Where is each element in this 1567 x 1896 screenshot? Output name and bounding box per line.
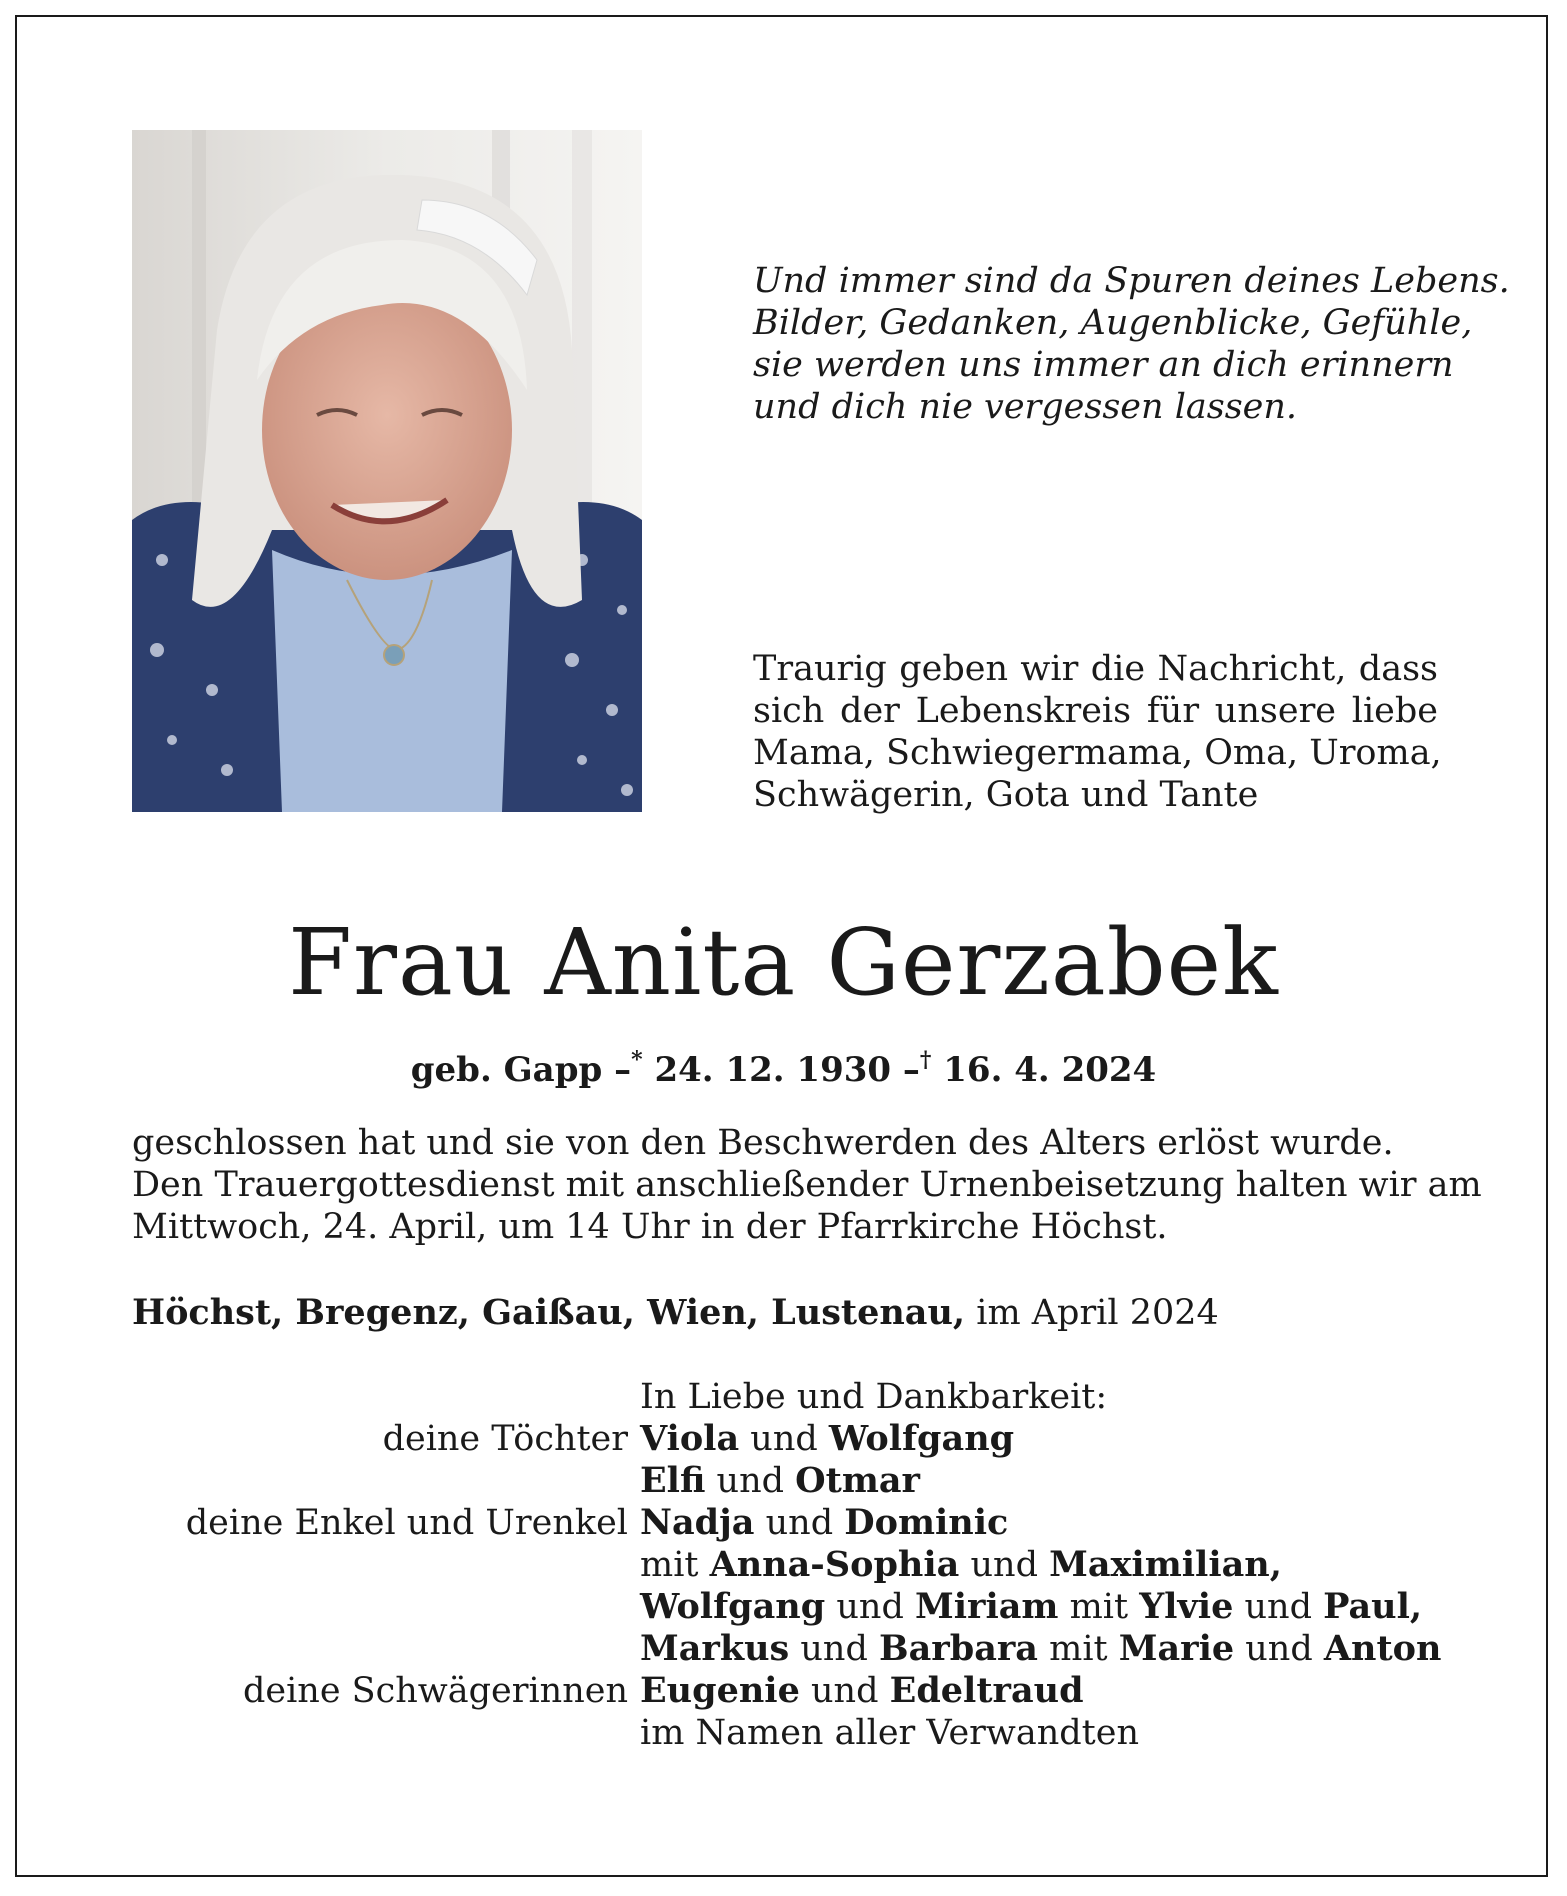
signature-role: deine Enkel und Urenkel	[185, 1503, 628, 1543]
death-date: 16. 4. 2024	[943, 1050, 1157, 1090]
signature-intro: In Liebe und Dankbarkeit:	[640, 1377, 1108, 1417]
connector-text: und	[1233, 1587, 1324, 1627]
signature-row	[132, 1586, 1462, 1628]
connector-text: und	[799, 1671, 890, 1711]
signature-role	[132, 1712, 640, 1754]
notice-date: im April 2024	[976, 1293, 1219, 1333]
connector-text: und	[739, 1419, 829, 1459]
portrait-photo	[132, 130, 642, 812]
body-line: geschlossen hat und sie von den Beschwerden des Alters erlöst wurde.	[132, 1123, 1394, 1163]
signature-row	[132, 1418, 1462, 1460]
deceased-name: Frau Anita Gerzabek	[288, 909, 1279, 1016]
body-line: Den Trauergottesdienst mit anschließender Urnenbeisetzung halten wir am	[132, 1165, 1482, 1205]
signature-role	[132, 1628, 640, 1670]
birth-symbol: *	[631, 1047, 643, 1073]
relative-name: Eugenie	[640, 1670, 800, 1711]
death-symbol: †	[919, 1047, 932, 1073]
relative-name: Edeltraud	[889, 1670, 1084, 1711]
relative-name: Anna-Sophia	[709, 1544, 960, 1585]
relative-name: Marie	[1118, 1628, 1235, 1669]
signature-names	[640, 1418, 1462, 1460]
birth-date: 24. 12. 1930	[654, 1050, 892, 1090]
signature-row	[132, 1544, 1462, 1586]
relative-name: Wolfgang	[640, 1586, 826, 1627]
poem-line: und dich nie vergessen lassen.	[753, 387, 1298, 427]
signature-intro-row	[132, 1376, 1462, 1418]
poem-line: Bilder, Gedanken, Augenblicke, Gefühle,	[753, 303, 1473, 343]
signature-names	[640, 1502, 1462, 1544]
relative-name: Wolfgang	[828, 1418, 1015, 1459]
connector-text: und	[825, 1587, 915, 1627]
connector-text: mit	[1038, 1629, 1119, 1669]
connector-text: und	[754, 1503, 845, 1543]
signature-row	[132, 1502, 1462, 1544]
funeral-details	[132, 1122, 1482, 1248]
relative-name: Maximilian,	[1049, 1544, 1282, 1585]
connector-text: und	[705, 1461, 796, 1501]
announcement-intro	[753, 648, 1442, 816]
poem-line: Und immer sind da Spuren deines Lebens.	[753, 261, 1510, 301]
connector-text: und	[1234, 1629, 1324, 1669]
relative-name: Paul,	[1323, 1586, 1423, 1627]
relative-name: Anton	[1323, 1628, 1442, 1669]
signature-row	[132, 1670, 1462, 1712]
signature-role	[132, 1460, 640, 1502]
connector-text: mit	[640, 1545, 710, 1585]
relative-name: Dominic	[844, 1502, 1009, 1543]
signature-names	[640, 1460, 1462, 1502]
signature-role: deine Schwägerinnen	[242, 1671, 628, 1711]
locations: Höchst, Bregenz, Gaißau, Wien, Lustenau,	[132, 1292, 966, 1333]
poem-line: sie werden uns immer an dich erinnern	[753, 345, 1454, 385]
signature-role	[132, 1586, 640, 1628]
dash: –	[614, 1050, 632, 1090]
signature-names	[640, 1670, 1462, 1712]
signature-row	[132, 1460, 1462, 1502]
connector-text: im Namen aller Verwandten	[640, 1713, 1139, 1753]
relative-name: Markus	[640, 1628, 790, 1669]
life-dates	[0, 1038, 1567, 1092]
relative-name: Nadja	[640, 1502, 755, 1543]
intro-line: Mama, Schwiegermama, Oma, Uroma,	[753, 733, 1442, 773]
place-and-date	[132, 1292, 1219, 1334]
relative-name: Elfi	[640, 1460, 706, 1501]
connector-text: und	[789, 1629, 880, 1669]
signature-names	[640, 1586, 1462, 1628]
signature-row	[132, 1628, 1462, 1670]
signature-role	[132, 1544, 640, 1586]
intro-line: Schwägerin, Gota und Tante	[753, 775, 1259, 815]
relative-name: Barbara	[879, 1628, 1038, 1669]
relative-name: Viola	[640, 1418, 740, 1459]
signatures-block	[132, 1376, 1462, 1754]
birth-name: geb. Gapp	[410, 1050, 603, 1090]
signature-names	[640, 1712, 1462, 1754]
relative-name: Ylvie	[1139, 1586, 1234, 1627]
memorial-poem	[753, 260, 1510, 428]
dash: –	[902, 1050, 920, 1090]
connector-text: mit	[1058, 1587, 1140, 1627]
body-line: Mittwoch, 24. April, um 14 Uhr in der Pfarrkirche Höchst.	[132, 1207, 1168, 1247]
relative-name: Miriam	[914, 1586, 1059, 1627]
signature-row	[132, 1712, 1462, 1754]
signature-role: deine Töchter	[382, 1419, 628, 1459]
intro-line: Traurig geben wir die Nachricht, dass	[753, 649, 1438, 689]
signature-names	[640, 1544, 1462, 1586]
connector-text: und	[959, 1545, 1050, 1585]
intro-line: sich der Lebenskreis für unsere liebe	[753, 691, 1438, 731]
signature-rows	[132, 1418, 1462, 1754]
relative-name: Otmar	[795, 1460, 920, 1501]
signature-names	[640, 1628, 1462, 1670]
